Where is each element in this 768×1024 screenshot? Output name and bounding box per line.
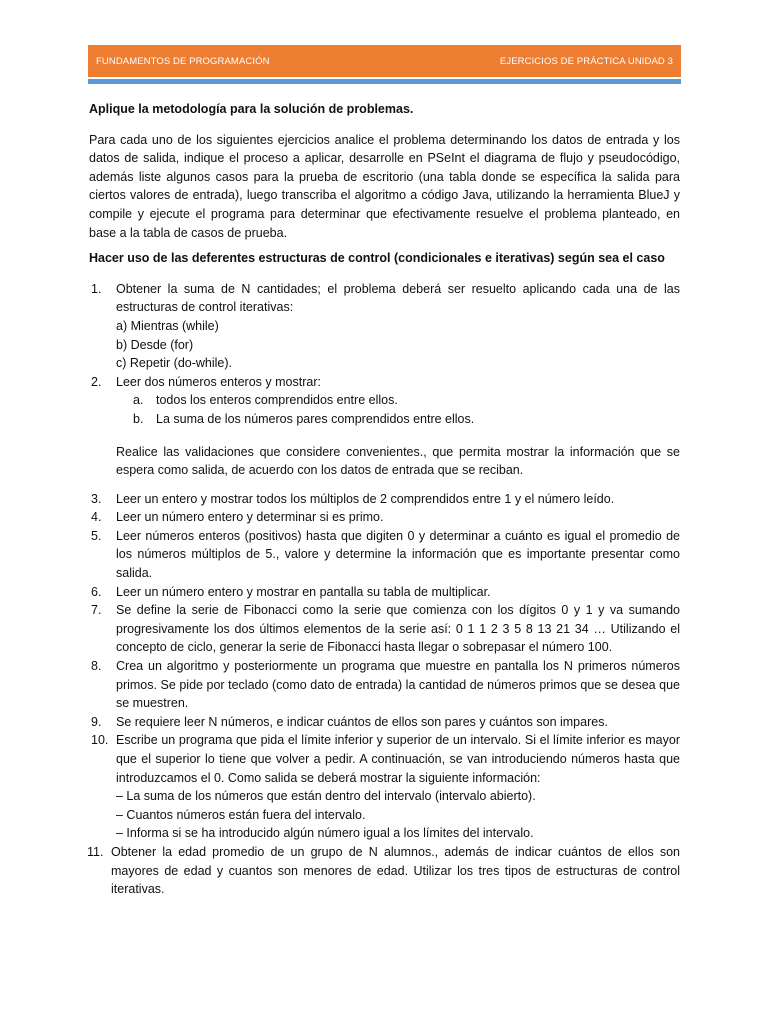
- document-body: [89, 100, 680, 899]
- header-course-title: FUNDAMENTOS DE PROGRAMACIÓN: [96, 55, 270, 67]
- sub-item: c) Repetir (do-while).: [116, 356, 233, 371]
- item-text: Leer un entero y mostrar todos los múltiplos de 2 comprendidos entre 1 y el número leído.: [116, 491, 615, 506]
- item-text: Leer un número entero y mostrar en pantalla su tabla de multiplicar.: [116, 584, 491, 599]
- item-number: 11.: [87, 844, 104, 859]
- sub-item-letter: b.: [133, 411, 144, 426]
- sub-item-text: todos los enteros comprendidos entre ellos.: [156, 393, 398, 408]
- sub-item: [116, 410, 680, 429]
- exercise-list: [89, 280, 680, 899]
- exercise-item-8: [89, 657, 680, 713]
- item-number: 1.: [91, 281, 102, 296]
- item-number: 6.: [91, 584, 102, 599]
- sub-item-text: La suma de los números pares comprendidos entre ellos.: [156, 411, 475, 426]
- item-number: 10.: [91, 733, 109, 748]
- page-header: [88, 45, 681, 77]
- exercise-item-9: [89, 713, 680, 732]
- exercise-item-11: [89, 843, 680, 899]
- sub-item: – Cuantos números están fuera del intervalo.: [116, 807, 366, 822]
- sub-item-letter: a.: [133, 393, 144, 408]
- item-text: Se requiere leer N números, e indicar cuántos de ellos son pares y cuántos son impares.: [116, 714, 608, 729]
- exercise-item-6: [89, 583, 680, 602]
- exercise-item-4: [89, 508, 680, 527]
- exercise-item-3: [89, 490, 680, 509]
- item-number: 5.: [91, 528, 102, 543]
- exercise-item-10: [89, 731, 680, 843]
- section-heading: Aplique la metodología para la solución de problemas.: [89, 102, 414, 116]
- sub-item: – Informa si se ha introducido algún número igual a los límites del intervalo.: [116, 826, 534, 841]
- exercise-item-2: [89, 373, 680, 429]
- item-text: Obtener la edad promedio de un grupo de N alumnos., además de indicar cuántos de ellos son mayores de edad y cuantos son menores de edad. Utilizar los tres tipos de estructuras de control iterativas.: [111, 844, 680, 897]
- item-text: Se define la serie de Fibonacci como la serie que comienza con los dígitos 0 y 1 y va sumando progresivamente los dos últimos elementos de la serie así: 0 1 1 2 3 5 8 13 21 34 … Utilizando el concepto de ciclo, generar la serie de Fibonacci hasta llegar o sobrepasar el número 100.: [116, 603, 680, 655]
- item-number: 7.: [91, 603, 102, 618]
- item-text: Obtener la suma de N cantidades; el problema deberá ser resuelto aplicando cada una de las estructuras de control iterativas:: [116, 281, 680, 315]
- instructions-heading: Hacer uso de las deferentes estructuras de control (condicionales e iterativas) según sea el caso: [89, 251, 665, 266]
- item-text: Leer números enteros (positivos) hasta que digiten 0 y determinar a cuánto es igual el promedio de los números múltiplos de 5., valore y determine la información que es importante presentar como salida.: [116, 528, 680, 581]
- exercise-item-5: [89, 527, 680, 583]
- header-unit-title: EJERCICIOS DE PRÁCTICA UNIDAD 3: [499, 55, 673, 67]
- item-text: Leer dos números enteros y mostrar:: [116, 374, 321, 389]
- sub-item: [116, 391, 680, 410]
- validation-note: Realice las validaciones que considere convenientes., que permita mostrar la información que se espera como salida, de acuerdo con los datos de entrada que se reciban.: [116, 444, 680, 478]
- sub-item: b) Desde (for): [116, 337, 194, 352]
- exercise-item-1: [89, 280, 680, 373]
- header-divider: [88, 79, 681, 84]
- item-number: 9.: [91, 714, 102, 729]
- sub-item: – La suma de los números que están dentro del intervalo (intervalo abierto).: [116, 789, 536, 804]
- item-text: Escribe un programa que pida el límite inferior y superior de un intervalo. Si el límite inferior es mayor que el superior lo tiene que volver a pedir. A continuación, se van introduciendo números hasta que introduzcamos el 0. Como salida se deberá mostrar la siguiente información:: [116, 733, 680, 785]
- exercise-item-7: [89, 601, 680, 657]
- sub-item: a) Mientras (while): [116, 318, 219, 333]
- item-text: Leer un número entero y determinar si es primo.: [116, 510, 384, 525]
- item-number: 2.: [91, 374, 102, 389]
- item-number: 3.: [91, 491, 102, 506]
- intro-paragraph: Para cada uno de los siguientes ejercicios analice el problema determinando los datos de entrada y los datos de salida, indique el proceso a aplicar, desarrolle en PSeInt el diagrama de flujo y pseudocódigo, además liste algunos casos para la prueba de escritorio (una tabla donde se específica la salida para ciertos valores de entrada), luego transcriba el algoritmo a código Java, utilizando la herramienta BlueJ y compile y ejecute el programa para determinar que efectivamente resuelve el problema planteado, en base a la tabla de casos de prueba.: [89, 132, 680, 240]
- item-number: 4.: [91, 510, 102, 525]
- item-text: Crea un algoritmo y posteriormente un programa que muestre en pantalla los N primeros números primos. Se pide por teclado (como dato de entrada) la cantidad de números primos que se desea que se muestren.: [116, 659, 680, 711]
- item-number: 8.: [91, 659, 102, 674]
